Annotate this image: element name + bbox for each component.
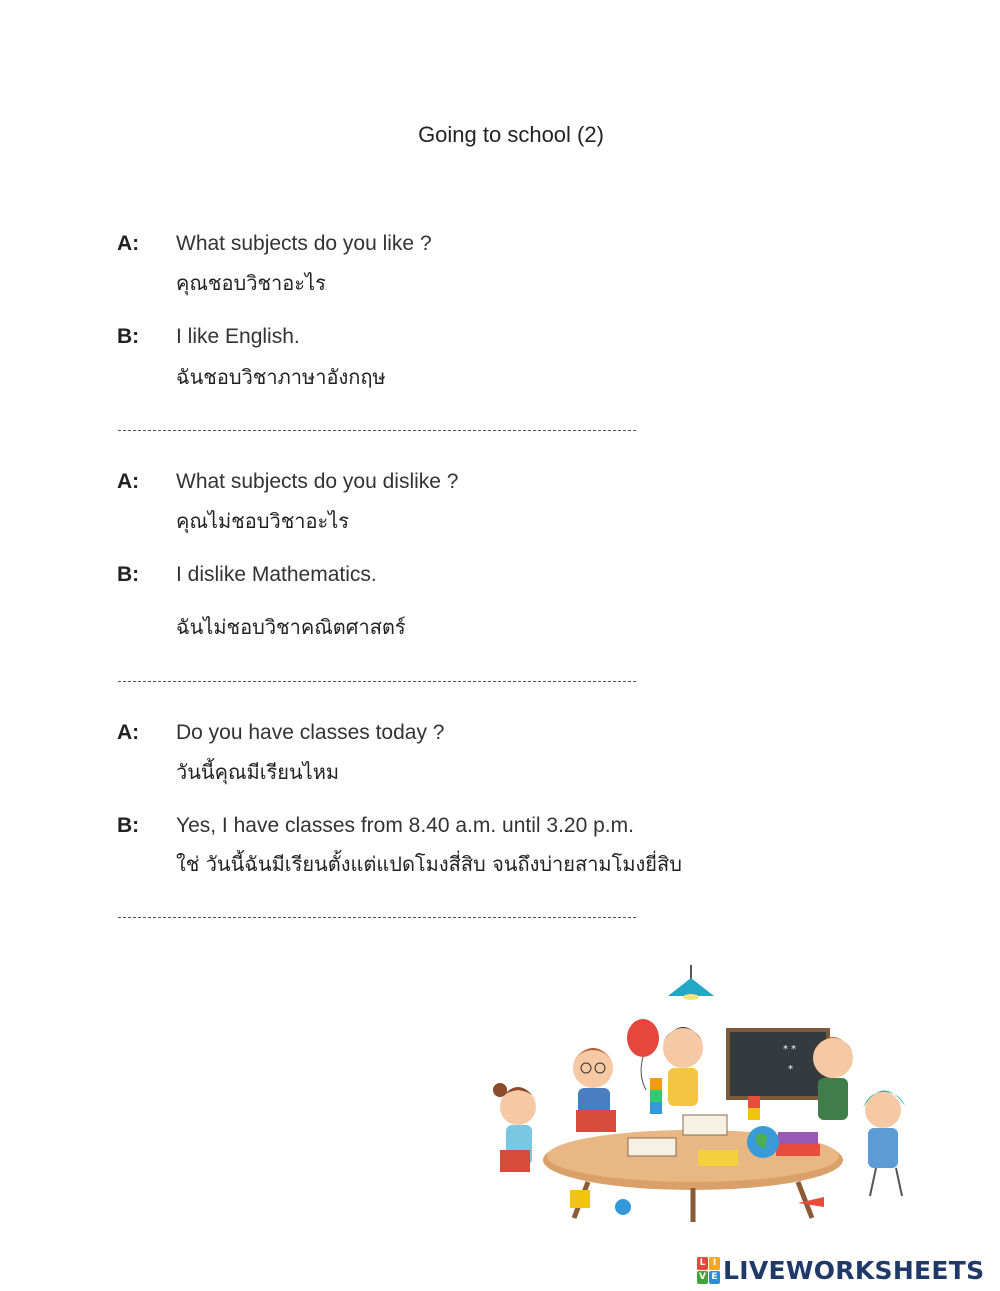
svg-text:* *: * * (783, 1044, 797, 1055)
kid-boy-icon (813, 1038, 853, 1078)
logo-wordmark: LIVEWORKSHEETS (723, 1255, 985, 1285)
speaker-a-label: A: (117, 232, 140, 255)
logo-blocks-icon (697, 1257, 720, 1284)
kid-boy-icon (663, 1028, 703, 1068)
speaker-b-label: B: (117, 814, 140, 837)
question-english: What subjects do you dislike ? (176, 470, 459, 493)
dashed-divider (118, 681, 636, 682)
dashed-divider (118, 430, 636, 431)
logo-block: I (709, 1257, 720, 1270)
logo-block: E (709, 1271, 720, 1284)
answer-english: I dislike Mathematics. (176, 563, 377, 586)
speaker-b-label: B: (117, 563, 140, 586)
question-english: Do you have classes today ? (176, 721, 445, 744)
worksheet-title: Going to school (2) (418, 122, 604, 147)
liveworksheets-logo (697, 1256, 984, 1284)
question-english: What subjects do you like ? (176, 232, 432, 255)
backpack-icon (570, 1190, 590, 1208)
answer-english: Yes, I have classes from 8.40 a.m. until 3.20 p.m. (176, 814, 634, 837)
toy-bus-icon (698, 1150, 738, 1166)
dashed-divider (118, 917, 636, 918)
chalkboard-icon (728, 1030, 828, 1098)
answer-thai: ใช่ วันนี้ฉันมีเรียนตั้งแต่แปดโมงสี่สิบ จนถึงบ่ายสามโมงยี่สิบ (176, 852, 682, 876)
open-book-icon (628, 1138, 676, 1156)
answer-english: I like English. (176, 325, 300, 348)
speaker-a-label: A: (117, 470, 140, 493)
question-thai: คุณชอบวิชาอะไร (176, 271, 326, 295)
logo-block: L (697, 1257, 708, 1270)
logo-block: V (697, 1271, 708, 1284)
question-thai: คุณไม่ชอบวิชาอะไร (176, 509, 350, 533)
question-thai: วันนี้คุณมีเรียนไหม (176, 760, 340, 784)
classroom-kids-illustration (478, 960, 918, 1230)
lamp-shade-icon (668, 978, 714, 996)
speaker-b-label: B: (117, 325, 140, 348)
answer-thai: ฉันไม่ชอบวิชาคณิตศาสตร์ (176, 615, 406, 639)
kid-glasses-icon (573, 1048, 613, 1088)
lamp-bulb-icon (683, 994, 699, 1000)
balloon-icon (627, 1019, 659, 1057)
answer-thai: ฉันชอบวิชาภาษาอังกฤษ (176, 365, 386, 389)
svg-text:*: * (788, 1064, 793, 1075)
speaker-a-label: A: (117, 721, 140, 744)
